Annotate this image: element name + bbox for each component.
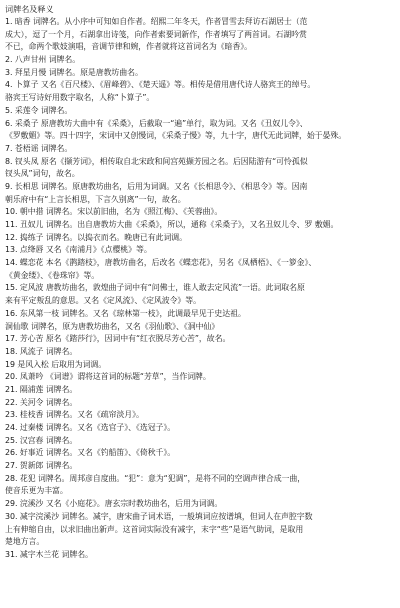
text-line: 《黄金缕》、《卷珠帘》等。: [5, 270, 100, 280]
text-line: 7. 苍梧谣 词牌名。: [5, 143, 73, 153]
text-line: 14. 蝶恋花 本名《鹊踏枝》，唐教坊曲名，后改名《蝶恋花》，另名《凤栖梧》、《一箩金》、: [5, 258, 317, 268]
text-line: 23. 桂枝香 词牌名。又名《疏帘淡月》。: [5, 410, 144, 420]
text-line: 1. 暗香 词牌名。从小序中可知如自作者。绍熙二年冬天，作者冒雪去拜访石湖居士（范: [5, 17, 308, 26]
text-line: 楚地方言。: [5, 537, 45, 547]
text-line: 21. 隔浦莲 词牌名。: [5, 384, 78, 394]
text-line: 朝乐府中有“上言长相思，下言久别离”一句，故名。: [5, 194, 186, 204]
text-line: 13. 点绛唇 又名《南浦月》《点樱桃》等。: [5, 245, 152, 255]
text-line: 6. 采桑子 原唐教坊大曲中有《采桑》，后截取一“遍”单行，取为词。又名《丑奴儿令》、: [5, 118, 308, 128]
text-line: 来有平定叛乱的意思。又名《定风流》、《定风波令》等。: [5, 296, 201, 306]
text-line: 17. 芳心苦 原名《踏莎行》，因词中有“红衣脱尽芳心苦”，故名。: [5, 334, 231, 344]
text-line: 4. 卜算子 又名《百尺楼》、《眉峰碧》、《楚天遥》等。相传是借用唐代诗人骆宾王的绰号。: [5, 80, 316, 90]
text-line: 上有伸缩自由，以求旧曲出新声。这首词实际没有减字，末字“些”是语气助词，是取用: [5, 524, 304, 534]
document-title: 词牌名及释义: [5, 4, 54, 14]
text-line: 使音乐更为丰富。: [5, 486, 68, 496]
text-line: 28. 花犯 词牌名。周邦彦自度曲。“犯”：意为“犯调”，是将不同的空调声律合成一曲，: [5, 473, 306, 483]
text-line: 19 是风入松 后取用为词调。: [5, 359, 107, 369]
text-line: 3. 拜星月慢 词牌名。原是唐教坊曲名。: [5, 67, 143, 77]
document-body: [5, 16, 397, 562]
text-line: 20. 凤萧吟 《词谱》谓将这首词的标题“芳草”，当作词牌。: [5, 372, 211, 382]
text-line: 12. 捣练子 词牌名。以捣衣而名。晚唐已有此词调。: [5, 232, 187, 242]
text-line: 2. 八声甘州 词牌名。: [5, 55, 81, 65]
text-line: 24. 过秦楼 词牌名。又名《选官子》、《选冠子》。: [5, 423, 176, 432]
text-line: 11. 丑奴儿 词牌名。出自唐教坊大曲《采桑》，所以，通称《采桑子》，又名丑奴儿令、罗 敷媚。: [5, 220, 339, 229]
text-line: 钗头凤”词句，故名。: [5, 169, 80, 179]
text-line: 30. 减字浣溪沙 词牌名。减字，唐宋曲子词术语，一般填词应按谱填，但词人在声腔字数: [5, 511, 313, 521]
text-line: 成大），逗了一个月，石湖拿出诗笺，向作者索要词新作，作者填写了两首词。石湖吟赏: [5, 29, 307, 39]
text-line: 不已，命两个歌妓演唱，音调节律和婉，作者就将这首词名为《暗香》。: [5, 42, 252, 52]
text-line: 5. 采莲令 词牌名。: [5, 105, 73, 115]
text-line: 29. 浣溪沙 又名《小庭花》。唐玄宗时教坊曲名，后用为词调。: [5, 499, 223, 509]
text-line: 洞仙歌 词牌名，原为唐教坊曲名，又名《羽仙歌》、《洞中仙》: [5, 321, 220, 331]
text-line: 31. 减字木兰花 词牌名。: [5, 549, 93, 559]
text-line: 8. 钗头凤 原名《撷芳词》，相传取自北宋政和间宫苑撷芳园之名。后因陆游有“可怜孤似: [5, 156, 308, 166]
text-line: 26. 好事近 词牌名。又名《钓船笛》、《倚秋千》。: [5, 448, 176, 458]
text-line: 15. 定风波 唐教坊曲名，敦煌曲子词中有“问佛士，谁人敢去定风流”一语。此词取名原: [5, 283, 305, 293]
text-line: 《罗敷媚》等。四十四字，宋词中又创慢词，《采桑子慢》等，九十字，唐代无此词牌，始于晏殊。: [5, 131, 347, 141]
text-line: 10. 朝中措 词牌名。宋以前旧曲，名为《照江梅》、《芙蓉曲》。: [5, 207, 223, 217]
text-line: 22. 关河令 词牌名。: [5, 397, 78, 407]
text-line: 16. 东风第一枝 词牌名。又名《琼林第一枝》，此调最早见于史达祖。: [5, 308, 246, 318]
text-line: 27. 贺新郎 词牌名。: [5, 461, 78, 471]
text-line: 18. 风流子 词牌名。: [5, 346, 78, 356]
text-line: 9. 长相思 词牌名。原唐教坊曲名，后用为词调。又名《长相思令》、《相思令》等。因南: [5, 181, 308, 191]
text-line: 骆宾王写诗好用数字取名，人称“卜算子”。: [5, 93, 155, 103]
text-line: 25. 汉宫春 词牌名。: [5, 435, 78, 445]
